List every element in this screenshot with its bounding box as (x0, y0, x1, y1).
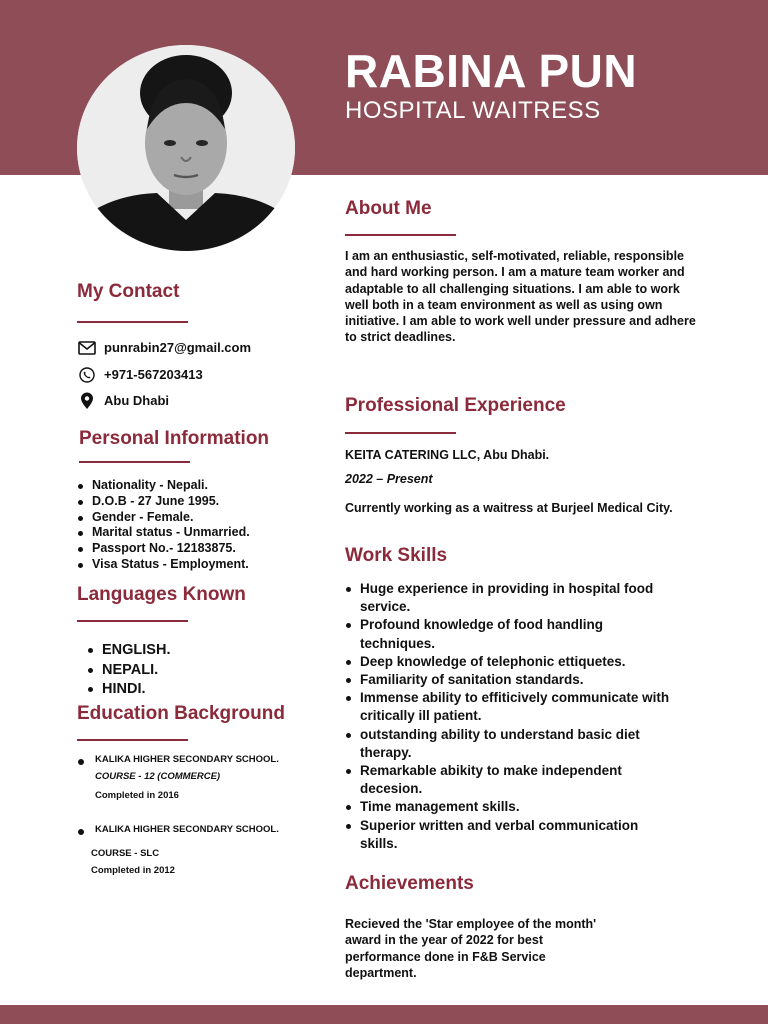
list-item: Superior written and verbal communication skills. (344, 817, 674, 853)
list-item: HINDI. (86, 680, 170, 700)
candidate-name: RABINA PUN (345, 45, 638, 97)
achievements-text: Recieved the 'Star employee of the month' award in the year of 2022 for best performance done in F&B Service department. (345, 917, 597, 980)
email-text: punrabin27@gmail.com (104, 340, 252, 355)
languages-divider (77, 620, 188, 622)
contact-email (77, 338, 251, 357)
list-item: ENGLISH. (86, 641, 170, 661)
contact-heading: My Contact (77, 281, 180, 302)
edu-school: KALIKA HIGHER SECONDARY SCHOOL. (95, 824, 279, 835)
skills-heading: Work Skills (345, 545, 448, 566)
personal-info-divider (79, 461, 190, 463)
edu-course: COURSE - SLC (91, 848, 160, 859)
personal-info-list (76, 478, 250, 573)
list-item: Familiarity of sanitation standards. (344, 671, 674, 689)
list-item: Immense ability to effiticively communicate with critically ill patient. (344, 689, 674, 725)
languages-heading: Languages Known (77, 584, 246, 605)
list-item: Passport No.- 12183875. (76, 541, 250, 557)
location-text: Abu Dhabi (104, 393, 169, 408)
profile-photo (77, 45, 295, 251)
personal-info-heading: Personal Information (79, 428, 270, 449)
about-text: I am an enthusiastic, self-motivated, reliable, responsible and hard working person. I am a mature team worker and adaptable to all challenging situations. I am able to work well both in a team environment as well as using own initiative. I am able to work well under pressure and adhere to strict deadlines. (345, 249, 696, 345)
about-divider (345, 234, 456, 236)
experience-description: Currently working as a waitress at Burjeel Medical City. (345, 501, 673, 515)
list-item: Nationality - Nepali. (76, 478, 250, 494)
contact-phone (77, 365, 203, 384)
envelope-icon (77, 338, 96, 357)
skills-list (344, 580, 674, 853)
education-divider (77, 739, 188, 741)
contact-location (77, 391, 169, 410)
bullet (78, 759, 84, 765)
list-item: Profound knowledge of food handling techniques. (344, 616, 674, 652)
phone-icon (77, 365, 96, 384)
edu-completed: Completed in 2016 (95, 790, 179, 801)
list-item: Marital status - Unmarried. (76, 525, 250, 541)
experience-period: 2022 – Present (345, 472, 433, 486)
list-item: Gender - Female. (76, 510, 250, 526)
experience-heading: Professional Experience (345, 395, 566, 416)
list-item: NEPALI. (86, 661, 170, 681)
education-heading: Education Background (77, 703, 285, 724)
list-item: Visa Status - Employment. (76, 557, 250, 573)
list-item: Remarkable abikity to make independent decesion. (344, 762, 674, 798)
location-pin-icon (77, 391, 96, 410)
achievements-heading: Achievements (345, 873, 474, 894)
achievements-divider (345, 904, 456, 906)
list-item: Time management skills. (344, 798, 674, 816)
bullet (78, 829, 84, 835)
about-heading: About Me (345, 198, 432, 219)
list-item: D.O.B - 27 June 1995. (76, 494, 250, 510)
list-item: outstanding ability to understand basic diet therapy. (344, 726, 674, 762)
languages-list (86, 641, 170, 700)
contact-divider (77, 321, 188, 323)
phone-text: +971-567203413 (104, 367, 203, 382)
edu-course: COURSE - 12 (COMMERCE) (95, 771, 221, 782)
edu-completed: Completed in 2012 (91, 865, 175, 876)
list-item: Huge experience in providing in hospital food service. (344, 580, 674, 616)
experience-divider (345, 432, 456, 434)
job-title: HOSPITAL WAITRESS (345, 97, 601, 124)
footer-band (0, 1005, 768, 1024)
experience-company: KEITA CATERING LLC, Abu Dhabi. (345, 448, 550, 462)
list-item: Deep knowledge of telephonic ettiquetes. (344, 653, 674, 671)
edu-school: KALIKA HIGHER SECONDARY SCHOOL. (95, 754, 279, 765)
